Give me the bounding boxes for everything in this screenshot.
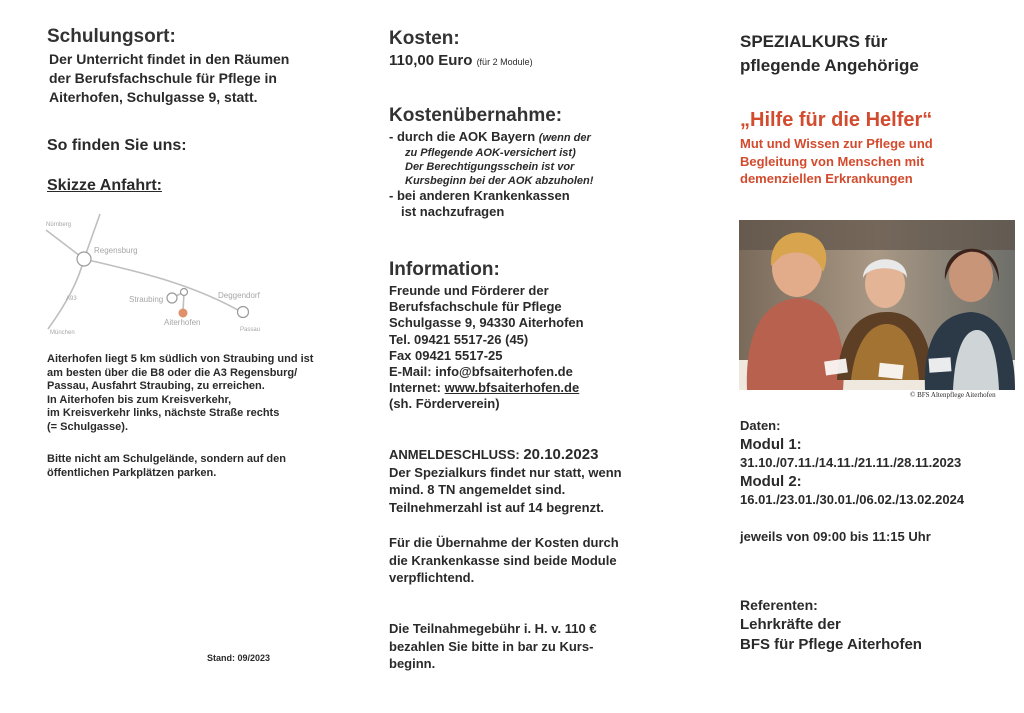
- info-text: [389, 283, 584, 413]
- fee-line: beginn.: [389, 656, 436, 671]
- location-title: Schulungsort:: [47, 26, 176, 47]
- deadline-label: ANMELDESCHLUSS:: [389, 447, 524, 462]
- costs-value: 110,00 Euro: [389, 52, 473, 69]
- sketch-heading: [47, 177, 162, 195]
- module2-label: Modul 2:: [740, 473, 802, 490]
- deadline-block: [389, 446, 622, 516]
- coverage-other-line: ist nachzufragen: [401, 204, 505, 219]
- info-line: Fax 09421 5517-25: [389, 347, 503, 363]
- module1-label: Modul 1:: [740, 436, 802, 453]
- directions-line: (= Schulgasse).: [47, 420, 129, 433]
- foerderverein-note: (sh. Förderverein): [389, 396, 500, 412]
- location-line: der Berufsfachschule für Pflege in: [49, 70, 277, 86]
- label-a93: A93: [66, 296, 77, 302]
- parking-line: Bitte nicht am Schulgelände, sondern auf den: [47, 453, 286, 465]
- course-title-line: pflegende Angehörige: [740, 56, 919, 75]
- internet-line: [389, 380, 584, 396]
- parking-note: [47, 452, 286, 480]
- label-aiterhofen: Aiterhofen: [164, 318, 201, 327]
- subtitle-line: Begleitung von Menschen mit: [740, 153, 925, 169]
- info-line: Schulgasse 9, 94330 Aiterhofen: [389, 315, 584, 331]
- directions-line: In Aiterhofen bis zum Kreisverkehr,: [47, 393, 232, 406]
- course-title: [740, 30, 919, 78]
- aiterhofen-pin: [179, 309, 188, 318]
- deadline-line: mind. 8 TN angemeldet sind.: [389, 482, 566, 497]
- costs-title: Kosten:: [389, 28, 460, 49]
- speakers-line: Lehrkräfte der: [740, 616, 841, 633]
- junction-marker: [181, 289, 188, 296]
- find-us-heading: So finden Sie uns:: [47, 137, 187, 154]
- parking-line: öffentlichen Parkplätzen parken.: [47, 467, 217, 479]
- coverage-title: Kostenübernahme:: [389, 105, 563, 126]
- directions-text: [47, 353, 313, 435]
- info-title: Information:: [389, 259, 500, 280]
- modules-line: Für die Übernahme der Kosten durch: [389, 535, 619, 550]
- label-nuernberg: Nürnberg: [46, 222, 72, 228]
- costs-line: [389, 52, 533, 69]
- time-range: jeweils von 09:00 bis 11:15 Uhr: [740, 529, 931, 544]
- info-line: E-Mail: info@bfsaiterhofen.de: [389, 364, 573, 380]
- directions-line: Passau, Ausfahrt Straubing, zu erreichen.: [47, 380, 265, 393]
- label-passau: Passau: [240, 327, 261, 333]
- location-text: [49, 50, 289, 107]
- deadline-line: Teilnehmerzahl ist auf 14 begrenzt.: [389, 499, 605, 515]
- middle-panel: [345, 0, 695, 713]
- route-sketch-map: [40, 212, 280, 340]
- speakers-label: Referenten:: [740, 597, 818, 613]
- coverage-note-line: Kursbeginn bei der AOK abzuholen!: [405, 175, 594, 187]
- internet-label: Internet:: [389, 380, 445, 396]
- fee-line: bezahlen Sie bitte in bar zu Kurs-: [389, 638, 594, 654]
- speakers: [740, 615, 922, 655]
- road-a3: [84, 259, 245, 314]
- coverage-text: [389, 129, 593, 220]
- fee-line: Die Teilnahmegebühr i. H. v. 110 €: [389, 621, 597, 636]
- headline: „Hilfe für die Helfer“: [740, 109, 933, 131]
- costs-note: (für 2 Module): [476, 57, 533, 67]
- deggendorf-marker: [238, 307, 249, 318]
- modules-note: [389, 534, 619, 587]
- deadline-line: Der Spezialkurs findet nur statt, wenn: [389, 464, 622, 480]
- coverage-other-line: - bei anderen Krankenkassen: [389, 188, 570, 203]
- right-panel: [700, 0, 1024, 713]
- photo-credit: © BFS Altenpflege Aiterhofen: [910, 391, 996, 399]
- location-line: Der Unterricht findet in den Räumen: [49, 51, 290, 67]
- modules-line: die Krankenkasse sind beide Module: [389, 552, 617, 568]
- dates-label: Daten:: [740, 418, 781, 433]
- left-panel: [0, 0, 340, 713]
- modules-line: verpflichtend.: [389, 570, 475, 585]
- subtitle: [740, 135, 933, 188]
- label-muenchen: München: [50, 330, 75, 336]
- deadline-heading: [389, 446, 622, 464]
- subtitle-line: demenziellen Erkrankungen: [740, 171, 913, 186]
- directions-line: im Kreisverkehr links, nächste Straße rechts: [47, 407, 280, 420]
- coverage-aok-note: (wenn der: [538, 132, 591, 144]
- coverage-aok-line: [389, 129, 593, 146]
- subtitle-line: Mut und Wissen zur Pflege und: [740, 136, 933, 151]
- website-link[interactable]: www.bfsaiterhofen.de: [444, 380, 580, 396]
- info-line: Freunde und Förderer der: [389, 283, 549, 298]
- label-straubing: Straubing: [129, 295, 164, 304]
- module1-dates: 31.10./07.11./14.11./21.11./28.11.2023: [740, 455, 962, 470]
- deadline-date: 20.10.2023: [523, 446, 599, 463]
- stand-date: Stand: 09/2023: [207, 653, 271, 663]
- coverage-note-line: zu Pflegende AOK-versichert ist): [405, 147, 576, 159]
- label-regensburg: Regensburg: [94, 246, 138, 255]
- module2-dates: 16.01./23.01./30.01./06.02./13.02.2024: [740, 492, 965, 507]
- coverage-note-line: Der Berechtigungsschein ist vor: [405, 161, 575, 173]
- regensburg-marker: [77, 252, 91, 266]
- coverage-aok: - durch die AOK Bayern: [389, 129, 536, 144]
- info-line: Tel. 09421 5517-26 (45): [389, 331, 529, 347]
- location-line: Aiterhofen, Schulgasse 9, statt.: [49, 89, 258, 105]
- label-deggendorf: Deggendorf: [218, 291, 260, 300]
- road-a93: [48, 259, 84, 329]
- straubing-marker: [167, 293, 177, 303]
- course-title-line: SPEZIALKURS für: [740, 32, 888, 51]
- speakers-line: BFS für Pflege Aiterhofen: [740, 636, 922, 653]
- course-photo: [739, 220, 1015, 390]
- directions-line: am besten über die B8 oder die A3 Regensburg/: [47, 366, 298, 379]
- fee-note: [389, 620, 597, 673]
- directions-line: Aiterhofen liegt 5 km südlich von Straubing und ist: [47, 353, 314, 365]
- info-line: Berufsfachschule für Pflege: [389, 299, 562, 315]
- sketch-title: Skizze Anfahrt:: [47, 177, 162, 194]
